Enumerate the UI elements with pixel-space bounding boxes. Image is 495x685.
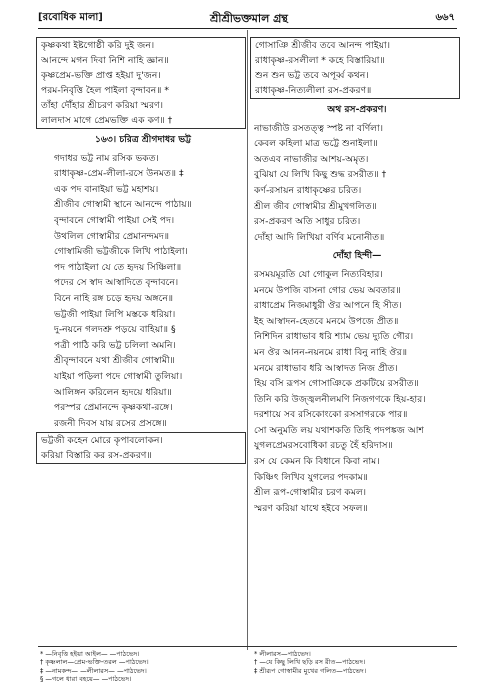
text-line: নিশিদিন রাধাভাব ধরি শ্যাম ভেয় দ্যুতি গৌর। <box>254 331 414 343</box>
text-line: পদ পাঠাইলা যে তে হৃদয় সিঞ্চিলা॥ <box>54 261 182 273</box>
left-top-box <box>36 37 246 129</box>
text-line: লালদাস মাগে প্রেমভক্তি এক কণ॥ † <box>41 115 173 126</box>
text-line: কৃষ্ণপ্রেম-ভক্তি প্রাপ্ত হইয়া দু'জন। <box>41 70 161 81</box>
text-line: শুন শুন ভট্ট তবে অপূর্ব্ব কথন। <box>255 70 369 81</box>
text-line: যুগলপ্রেমরসবোধিকা রচতু হৈঁ হরিদাস॥ <box>254 440 393 452</box>
text-line: আলিঙ্গন করিলেন হৃদয়ে ধরিয়া॥ <box>54 386 172 398</box>
text-line: অতএব নাভাজীর আশয়-অমৃত। <box>254 153 369 165</box>
text-line: করিয়া বিস্তারি কর রস-প্রকরণ॥ <box>41 450 152 462</box>
text-line: শ্রীবৃন্দাবনে যথা শ্রীজীব গোস্বামী॥ <box>54 355 175 367</box>
footnote-rule <box>38 646 457 647</box>
text-line: গোসাঞি শ্রীজীব তবে আনন্দ পাইয়া। <box>255 40 390 51</box>
text-line: পদের সে স্বাদ আস্বাদিতে বৃন্দাবনে। <box>54 277 179 289</box>
text-line: রজনী দিবস যায় রসের প্রসঙ্গে॥ <box>54 417 167 429</box>
right-verse-block-a <box>254 121 460 246</box>
text-line: মনমে উপজি বাসনা গোর ভেয় অবতার॥ <box>254 284 401 296</box>
text-line: পরম-নিবৃত্তি হৈল পাইলা বৃন্দাবন॥ * <box>41 85 169 96</box>
footnotes-right <box>254 650 459 675</box>
text-line: ‡ শ্রীরূপ গোস্বামীর মুখের গলিত—পাঠভেদ। <box>254 666 367 675</box>
text-line: রস-প্রকরণ অতি সাধুর চরিত। <box>254 216 361 228</box>
right-verse-block-b <box>254 267 460 517</box>
text-line: † কৃষ্ণলাল—প্রেম-ভক্তি-তরল —পাঠভেদ। <box>40 658 149 667</box>
text-line: রাধাকৃষ্ণ-নিত্যলীলা রস-প্রকরণ॥ <box>255 85 372 96</box>
text-line: রাধাপ্রেম নিজমাধুরী ঔর আপনে হি সীত। <box>254 300 402 312</box>
text-line: শ্রীজীব গোস্বামী স্থানে আনন্দে পাঠায়॥ <box>54 199 192 211</box>
text-line: কৃষ্ণকথা ইষ্টগোষ্ঠী করি দুই জন। <box>41 40 155 51</box>
text-line: সো অনুমতি লয় যথাশকতি তিহি পদপঙ্কজ আশ <box>254 424 424 436</box>
text-line: পত্রী পাঠি করি ভট্ট চলিলা অমনি। <box>54 339 176 351</box>
header-rule <box>38 28 457 29</box>
text-line: দু-নয়নে গলদশ্রু পড়য়ে বাহিয়া॥ § <box>54 324 176 336</box>
text-line: * লীলারস—পাঠভেদ। <box>254 650 311 658</box>
text-line: রাধাকৃষ্ণ-রসলীলা * কহে বিস্তারিয়া॥ <box>255 55 385 66</box>
doha-heading: দোঁহা হিন্দী— <box>332 250 382 262</box>
text-line: গদাধর ভট্ট নাম রসিক ভকত। <box>54 152 159 164</box>
text-line: শ্রীল রূপ-গোস্বামীর চরণ কমল। <box>254 487 367 499</box>
text-line: নাভাজীউ রসতত্ত্ব স্পষ্ট না বর্ণিলা। <box>254 122 384 134</box>
text-line: উথলিল গোস্বামীর প্রেমানন্দমদ॥ <box>54 230 170 242</box>
text-line: হিয় বসি রূপস গোসাঞিকে প্রকটিয়ে রসরীত॥ <box>254 378 419 390</box>
text-line: দরশায়ে সব রসিকোংকো রসসাগরকে পার॥ <box>254 409 408 421</box>
text-line: তিনি করি উজ্জ্বলনীলমণি নিজগণকে হিয়-হার। <box>254 393 426 405</box>
text-line: রস যে কেমন কি বিধানে কিবা নাম। <box>254 456 380 468</box>
section-heading: ১৬৩। চরিত্র শ্রীগদাধর ভট্ট <box>94 134 192 145</box>
text-line: রসময়মূরতি যো গোকুল নিত্যবিহার। <box>254 268 383 280</box>
text-line: দোঁহা আদি লিখিয়া বর্ণিব মনোনীত॥ <box>254 231 385 243</box>
footnotes-left <box>40 650 245 684</box>
text-line: বিনে নাহি রঙ্গ চড়ে হৃদয় অঙ্গনে॥ <box>54 292 174 304</box>
text-line: গোস্বামিজী ভট্টজীকে লিখি পাঠাইলা। <box>54 246 188 258</box>
running-header-title: শ্রীশ্রীভক্তমাল গ্রন্থ <box>210 12 288 25</box>
running-header-left: [রবোধিক মালা] <box>38 12 103 23</box>
text-line: ইহ আস্বাদন-হেতবে মনমে উপজে প্রীত॥ <box>254 315 399 327</box>
left-bottom-box <box>36 432 246 464</box>
left-column <box>40 36 246 465</box>
text-line: কেবল কহিলা মাত্র ভট্টে শুনাইলা॥ <box>254 138 378 150</box>
text-line: কিঞ্চিৎ লিখিব যুগলের পদকাম॥ <box>254 471 368 483</box>
text-line: কর্ণ-রসায়ন রাধাকৃষ্ণের চরিত। <box>254 184 362 196</box>
text-line: স্মরণ করিয়া যাথে হইবে সফল॥ <box>254 502 368 514</box>
text-line: যাইয়া পড়িলা পদে গোস্বামী তুলিয়া। <box>54 370 183 382</box>
text-line: † —যে কিছু লিখি ছড়ি রস রীত—পাঠভেদ। <box>254 658 366 667</box>
text-line: বুঝিয়া যে লিখি কিছু শুদ্ধ রসরীত॥ † <box>254 169 387 181</box>
text-line: বৃন্দাবনে গোস্বামী পাইয়া সেই পদ। <box>54 214 175 226</box>
text-line: আনন্দে মগন দিবা নিশি নাহি জ্ঞান॥ <box>41 55 169 66</box>
text-line: * —নিবৃত্তি হইয়া আইল— —পাঠভেদ। <box>40 650 140 658</box>
right-top-box <box>250 37 460 99</box>
sub-heading: অথ রস-প্রকরণ। <box>327 104 387 115</box>
text-line: এক পদ বানাইয়া ভট্ট মহাশয়। <box>54 183 159 195</box>
text-line: § —গলে ধারা বহয়ে— —পাঠভেদ। <box>40 675 132 684</box>
text-line: মন ঔর আনন-নয়নমে রাধা বিনু নাহি ঔর॥ <box>254 346 408 358</box>
text-line: ভট্টজী কহেন মোরে কৃপাবলোকন। <box>41 435 163 447</box>
text-line: রাধাকৃষ্ণ-প্রেম-লীলা-রসে উনমত॥ ‡ <box>54 168 184 180</box>
text-line: ভট্টজী পাইয়া লিপি মস্তকে ধরিয়া। <box>54 308 176 320</box>
text-line: তাঁহা দৌঁহার শ্রীচরণ করিয়া স্মরণ। <box>41 100 163 111</box>
page-number: ৬৬৭ <box>435 12 455 23</box>
text-line: পরস্পর প্রেমানন্দে কৃষ্ণকথা-রঙ্গে। <box>54 402 173 414</box>
left-verse-block <box>40 151 246 432</box>
text-line: ‡ —নামকন্দ— —লীলারস— —পাঠভেদ। <box>40 666 147 675</box>
text-line: শ্রীল জীব গোস্বামীর শ্রীমুখগলিত॥ <box>254 200 377 212</box>
column-divider <box>247 30 248 650</box>
text-line: মনমে রাধাভাব ধরি আস্বাদত নিজ প্রীত। <box>254 362 398 374</box>
right-column <box>254 36 460 516</box>
